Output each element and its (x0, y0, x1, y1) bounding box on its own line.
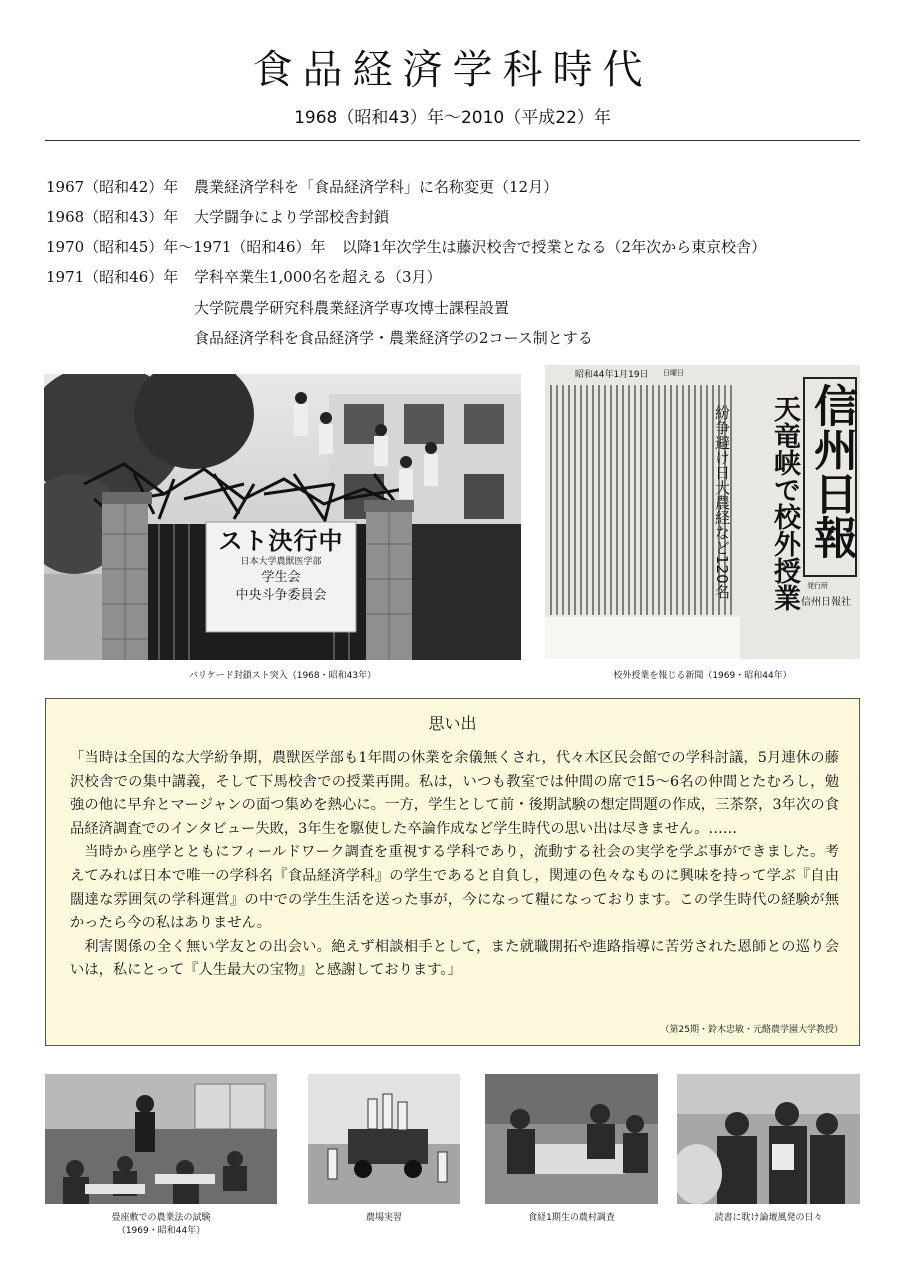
newspaper-clipping (545, 365, 860, 659)
newspaper-headline: 天竜峡で校外授業 (769, 395, 800, 611)
page-title: 食品経済学科時代 (252, 47, 653, 93)
timeline-text: 食品経済学科を食品経済学・農業経済学の2コース制とする (194, 329, 593, 347)
timeline-text: 大学院農学研究科農業経済学専攻博士課程設置 (194, 299, 510, 317)
memoir-body (70, 747, 839, 983)
timeline-year: 1970（昭和45）年〜1971（昭和46）年 (46, 238, 326, 256)
reading-caption: 読書に耽け論壇風発の日々 (714, 1213, 823, 1223)
newspaper-weekday: 日曜日 (663, 369, 684, 377)
newspaper-caption: 校外授業を報じる新聞（1969・昭和44年） (613, 671, 792, 681)
banner-text: スト決行中 (218, 527, 344, 555)
memoir-title: 思い出 (428, 714, 477, 733)
timeline-year: 1967（昭和42）年 (46, 178, 179, 196)
memoir-paragraph: 当時から座学とともにフィールドワーク調査を重視する学科であり，流動する社会の実学を学ぶ事ができました。考えてみれば日本で唯一の学科名『食品経済学科』の学生であると自負し，関連の色々なものに興味を持って学ぶ『自由闊達な雰囲気の学科運営』の中での学生生活を送った事が，今になって糧になっております。この学生時代の経験が無かったら今の私はありません。 (70, 844, 839, 932)
reading-photo (677, 1074, 860, 1204)
exam-caption-line: （1969・昭和44年） (116, 1226, 206, 1236)
exam-caption (45, 1210, 277, 1236)
newspaper-masthead (803, 377, 857, 577)
page-subtitle: 1968（昭和43）年〜2010（平成22）年 (294, 108, 611, 128)
timeline-text: 以降1年次学生は藤沢校舎で授業となる（2年次から東京校舎） (342, 238, 767, 256)
publisher-label: 発行所 (807, 582, 828, 590)
publisher-name: 信州日報社 (801, 597, 851, 608)
timeline-text: 学科卒業生1,000名を超える（3月） (194, 268, 442, 286)
masthead-text: 信州日報 (806, 383, 857, 559)
field-survey-photo (485, 1074, 658, 1204)
memoir-paragraph: 「当時は全国的な大学紛争期，農獣医学部も1年間の休業を余儀無くされ，代々木区民会館での学科討議，5月連休の藤沢校舎での集中講義，そして下馬校舎での授業再開。私は，いつも教室では仲間の席で15〜6名の仲間とたむろし，勉強の他に早弁とマージャンの面つ集めを熱心に。一方，学生として前・後期試験の想定問題の作成，三茶祭，3年次の食品経済調査でのインタビュー失敗，3年生を駆使した卒論作成など学生時代の思い出は尽きません。…… (70, 750, 839, 837)
barricade-caption: バリケード封鎖スト突入（1968・昭和43年） (188, 671, 377, 681)
banner-text: 日本大学農獣医学部 (240, 557, 322, 567)
memoir-paragraph: 利害関係の全く無い学友との出会い。絶えず相談相手として，また就職開拓や進路指導に苦労された恩師との巡り会いは，私にとって『人生最大の宝物』と感謝しております。」 (70, 938, 839, 979)
newspaper-date: 昭和44年1月19日 (575, 370, 649, 380)
exam-caption-line: 畳座敷での農業法の試験 (111, 1213, 211, 1223)
banner-text: 学生会 (261, 570, 301, 585)
timeline-text: 大学闘争により学部校舎封鎖 (194, 208, 390, 226)
memoir-box (45, 698, 860, 1046)
timeline-text: 農業経済学科を「食品経済学科」に名称変更（12月） (194, 178, 559, 196)
farm-practice-photo (308, 1074, 460, 1204)
newspaper-subheadline: 紛争避け日大農経など120名 (713, 405, 731, 599)
title-divider (45, 140, 860, 141)
field-survey-caption: 食経1期生の農村調査 (528, 1213, 615, 1223)
timeline-year: 1971（昭和46）年 (46, 268, 179, 286)
exam-photo (45, 1074, 277, 1204)
memoir-signature: （第25期・鈴木忠敏・元酪農学園大学教授） (660, 1025, 843, 1035)
timeline-year: 1968（昭和43）年 (46, 208, 179, 226)
barricade-photo (44, 374, 521, 660)
banner-text: 中央斗争委員会 (235, 588, 327, 603)
farm-practice-caption: 農場実習 (365, 1213, 402, 1223)
